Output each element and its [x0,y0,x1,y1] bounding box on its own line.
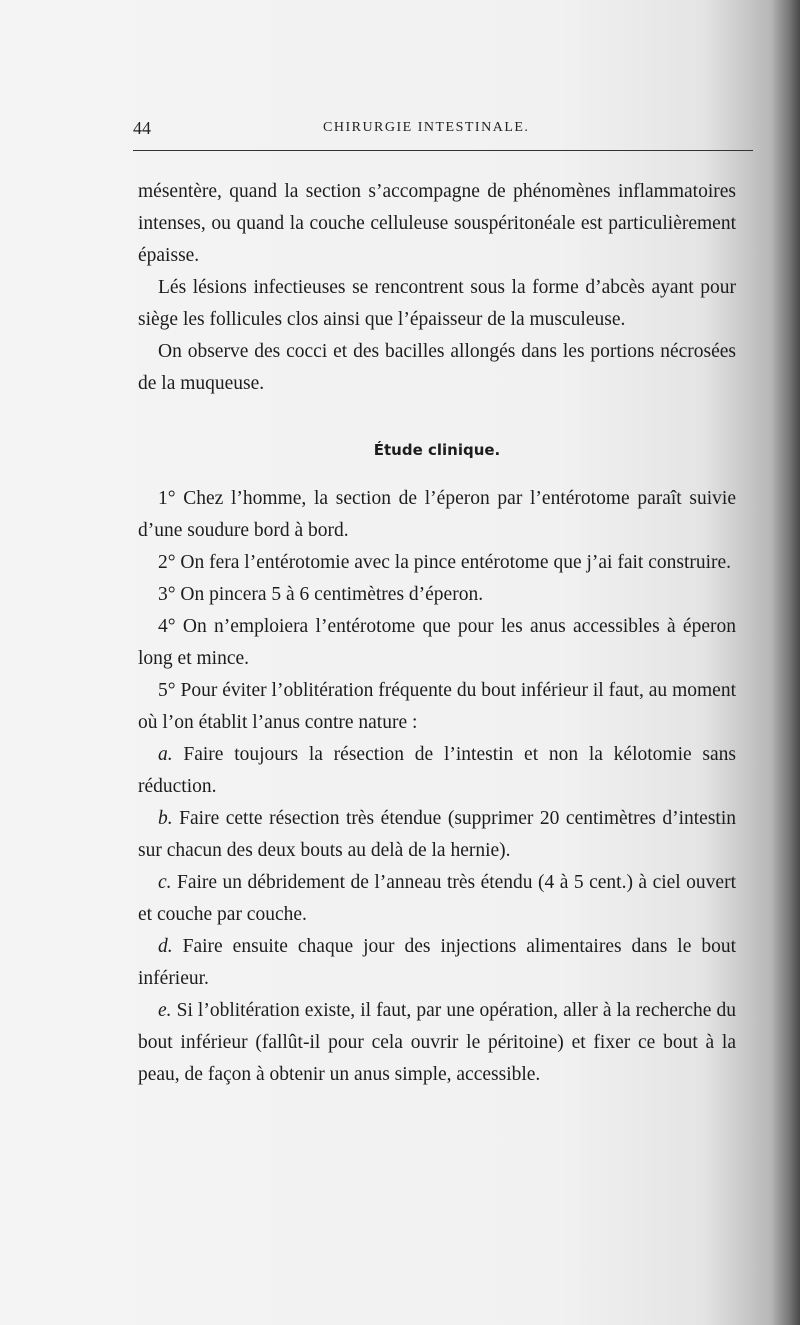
subitem-letter: a. [158,744,173,765]
numbered-item-3: 3° On pincera 5 à 6 centimètres d’éperon. [158,584,484,605]
paragraph-cocci: On observe des cocci et des bacilles allongés dans les portions nécrosées de la muqueuse. [138,341,736,394]
subitem-text: Faire cette résection très étendue (supprimer 20 centimètres d’intestin sur chacun des deux bouts au delà de la hernie). [138,808,736,861]
subitem-text: Faire ensuite chaque jour des injections alimentaires dans le bout inférieur. [138,936,737,989]
numbered-item-2: 2° On fera l’entérotomie avec la pince entérotome que j’ai fait construire. [158,552,732,573]
subitem-letter: b. [158,808,173,829]
section-heading: Étude clinique. [373,441,501,459]
subitem-d [138,931,736,995]
page-gutter-shadow [772,0,800,1325]
subitem-c [138,867,736,931]
page-header [133,118,753,142]
subitem-a [138,739,736,803]
subitem-letter: e. [158,1000,172,1021]
running-title: CHIRURGIE INTESTINALE. [323,120,530,135]
subitem-text: Faire toujours la résection de l’intestin et non la kélotomie sans réduction. [138,744,736,797]
subitem-text: Si l’oblitération existe, il faut, par une opération, aller à la recherche du bout inférieur (fallût-il pour cela ouvrir le péritoine) et fixer ce bout à la peau, de façon à obtenir un anus simple, accessible. [138,1000,736,1085]
paragraph-continuation: mésentère, quand la section s’accompagne de phénomènes inflammatoires intenses, ou quand la couche celluleuse souspéritonéale est particulièrement épaisse. [138,181,736,266]
subitem-text: Faire un débridement de l’anneau très étendu (4 à 5 cent.) à ciel ouvert et couche par couche. [138,872,737,925]
header-rule [133,150,753,151]
subitem-letter: c. [158,872,172,893]
body-text [138,176,736,1091]
subitem-b [138,803,736,867]
page-number: 44 [133,118,151,138]
subitem-letter: d. [158,936,173,957]
subitem-e [138,995,736,1091]
numbered-item-5: 5° Pour éviter l’oblitération fréquente du bout inférieur il faut, au moment où l’on établit l’anus contre nature : [138,680,736,733]
paragraph-lesions: Lés lésions infectieuses se rencontrent sous la forme d’abcès ayant pour siège les follicules clos ainsi que l’épaisseur de la musculeuse. [138,277,736,330]
numbered-item-1: 1° Chez l’homme, la section de l’éperon par l’entérotome paraît suivie d’une soudure bord à bord. [138,488,736,541]
numbered-item-4: 4° On n’emploiera l’entérotome que pour les anus accessibles à éperon long et mince. [138,616,736,669]
